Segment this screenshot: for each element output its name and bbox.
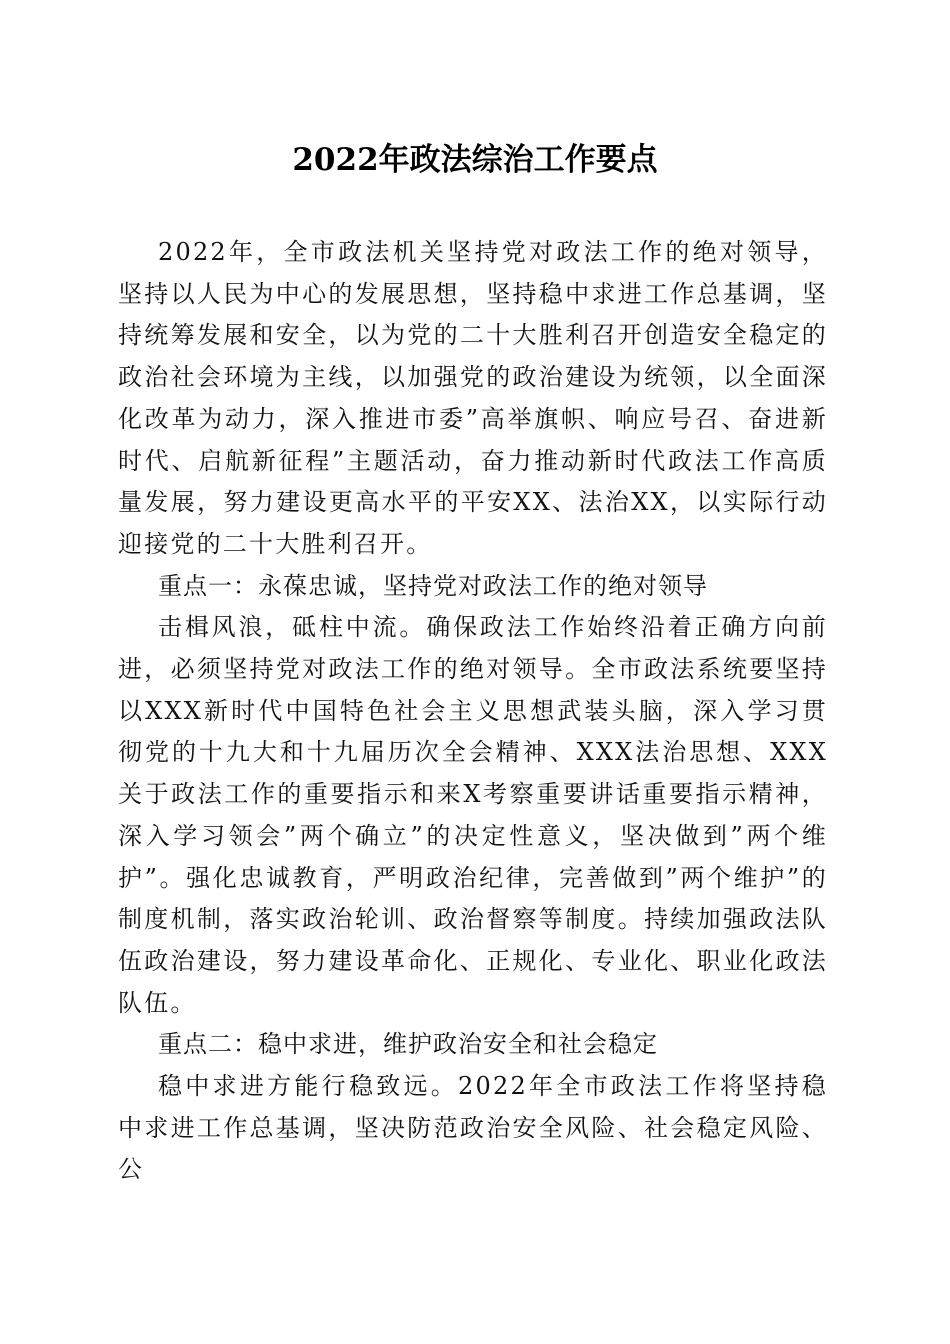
section-heading-1: 重点一：永葆忠诚，坚持党对政法工作的绝对领导 — [158, 571, 708, 600]
section-heading-2: 重点二：稳中求进，维护政治安全和社会稳定 — [158, 1030, 658, 1059]
intro-paragraph: 2022年，全市政法机关坚持党对政法工作的绝对领导，坚持以人民为中心的发展思想，坚持稳中求进工作总基调，坚持统筹发展和安全，以为党的二十大胜利召开创造安全稳定的政治社会环境为主线，以加强党的政治建设为统领，以全面深化改革为动力，深入推进市委”高举旗帜、响应号召、奋进新时代、启航新征程”主题活动，奋力推动新时代政法工作高质量发展，努力建设更高水平的平安XX、法治XX，以实际行动迎接党的二十大胜利召开。 — [118, 238, 828, 558]
section-1-paragraph: 击楫风浪，砥柱中流。确保政法工作始终沿着正确方向前进，必须坚持党对政法工作的绝对领导。全市政法系统要坚持以XXX新时代中国特色社会主义思想武装头脑，深入学习贯彻党的十九大和十九届历次全会精神、XXX法治思想、XXX关于政法工作的重要指示和来X考察重要讲话重要指示精神，深入学习领会”两个确立”的决定性意义，坚决做到”两个维护”。强化忠诚教育，严明政治纪律，完善做到”两个维护”的制度机制，落实政治轮训、政治督察等制度。持续加强政法队伍政治建设，努力建设革命化、正规化、专业化、职业化政法队伍。 — [118, 613, 828, 1017]
document-body — [118, 232, 828, 1191]
section-2-paragraph: 稳中求进方能行稳致远。2022年全市政法工作将坚持稳中求进工作总基调，坚决防范政治安全风险、社会稳定风险、公 — [118, 1072, 828, 1184]
document-title: 2022年政法综治工作要点 — [292, 142, 658, 178]
